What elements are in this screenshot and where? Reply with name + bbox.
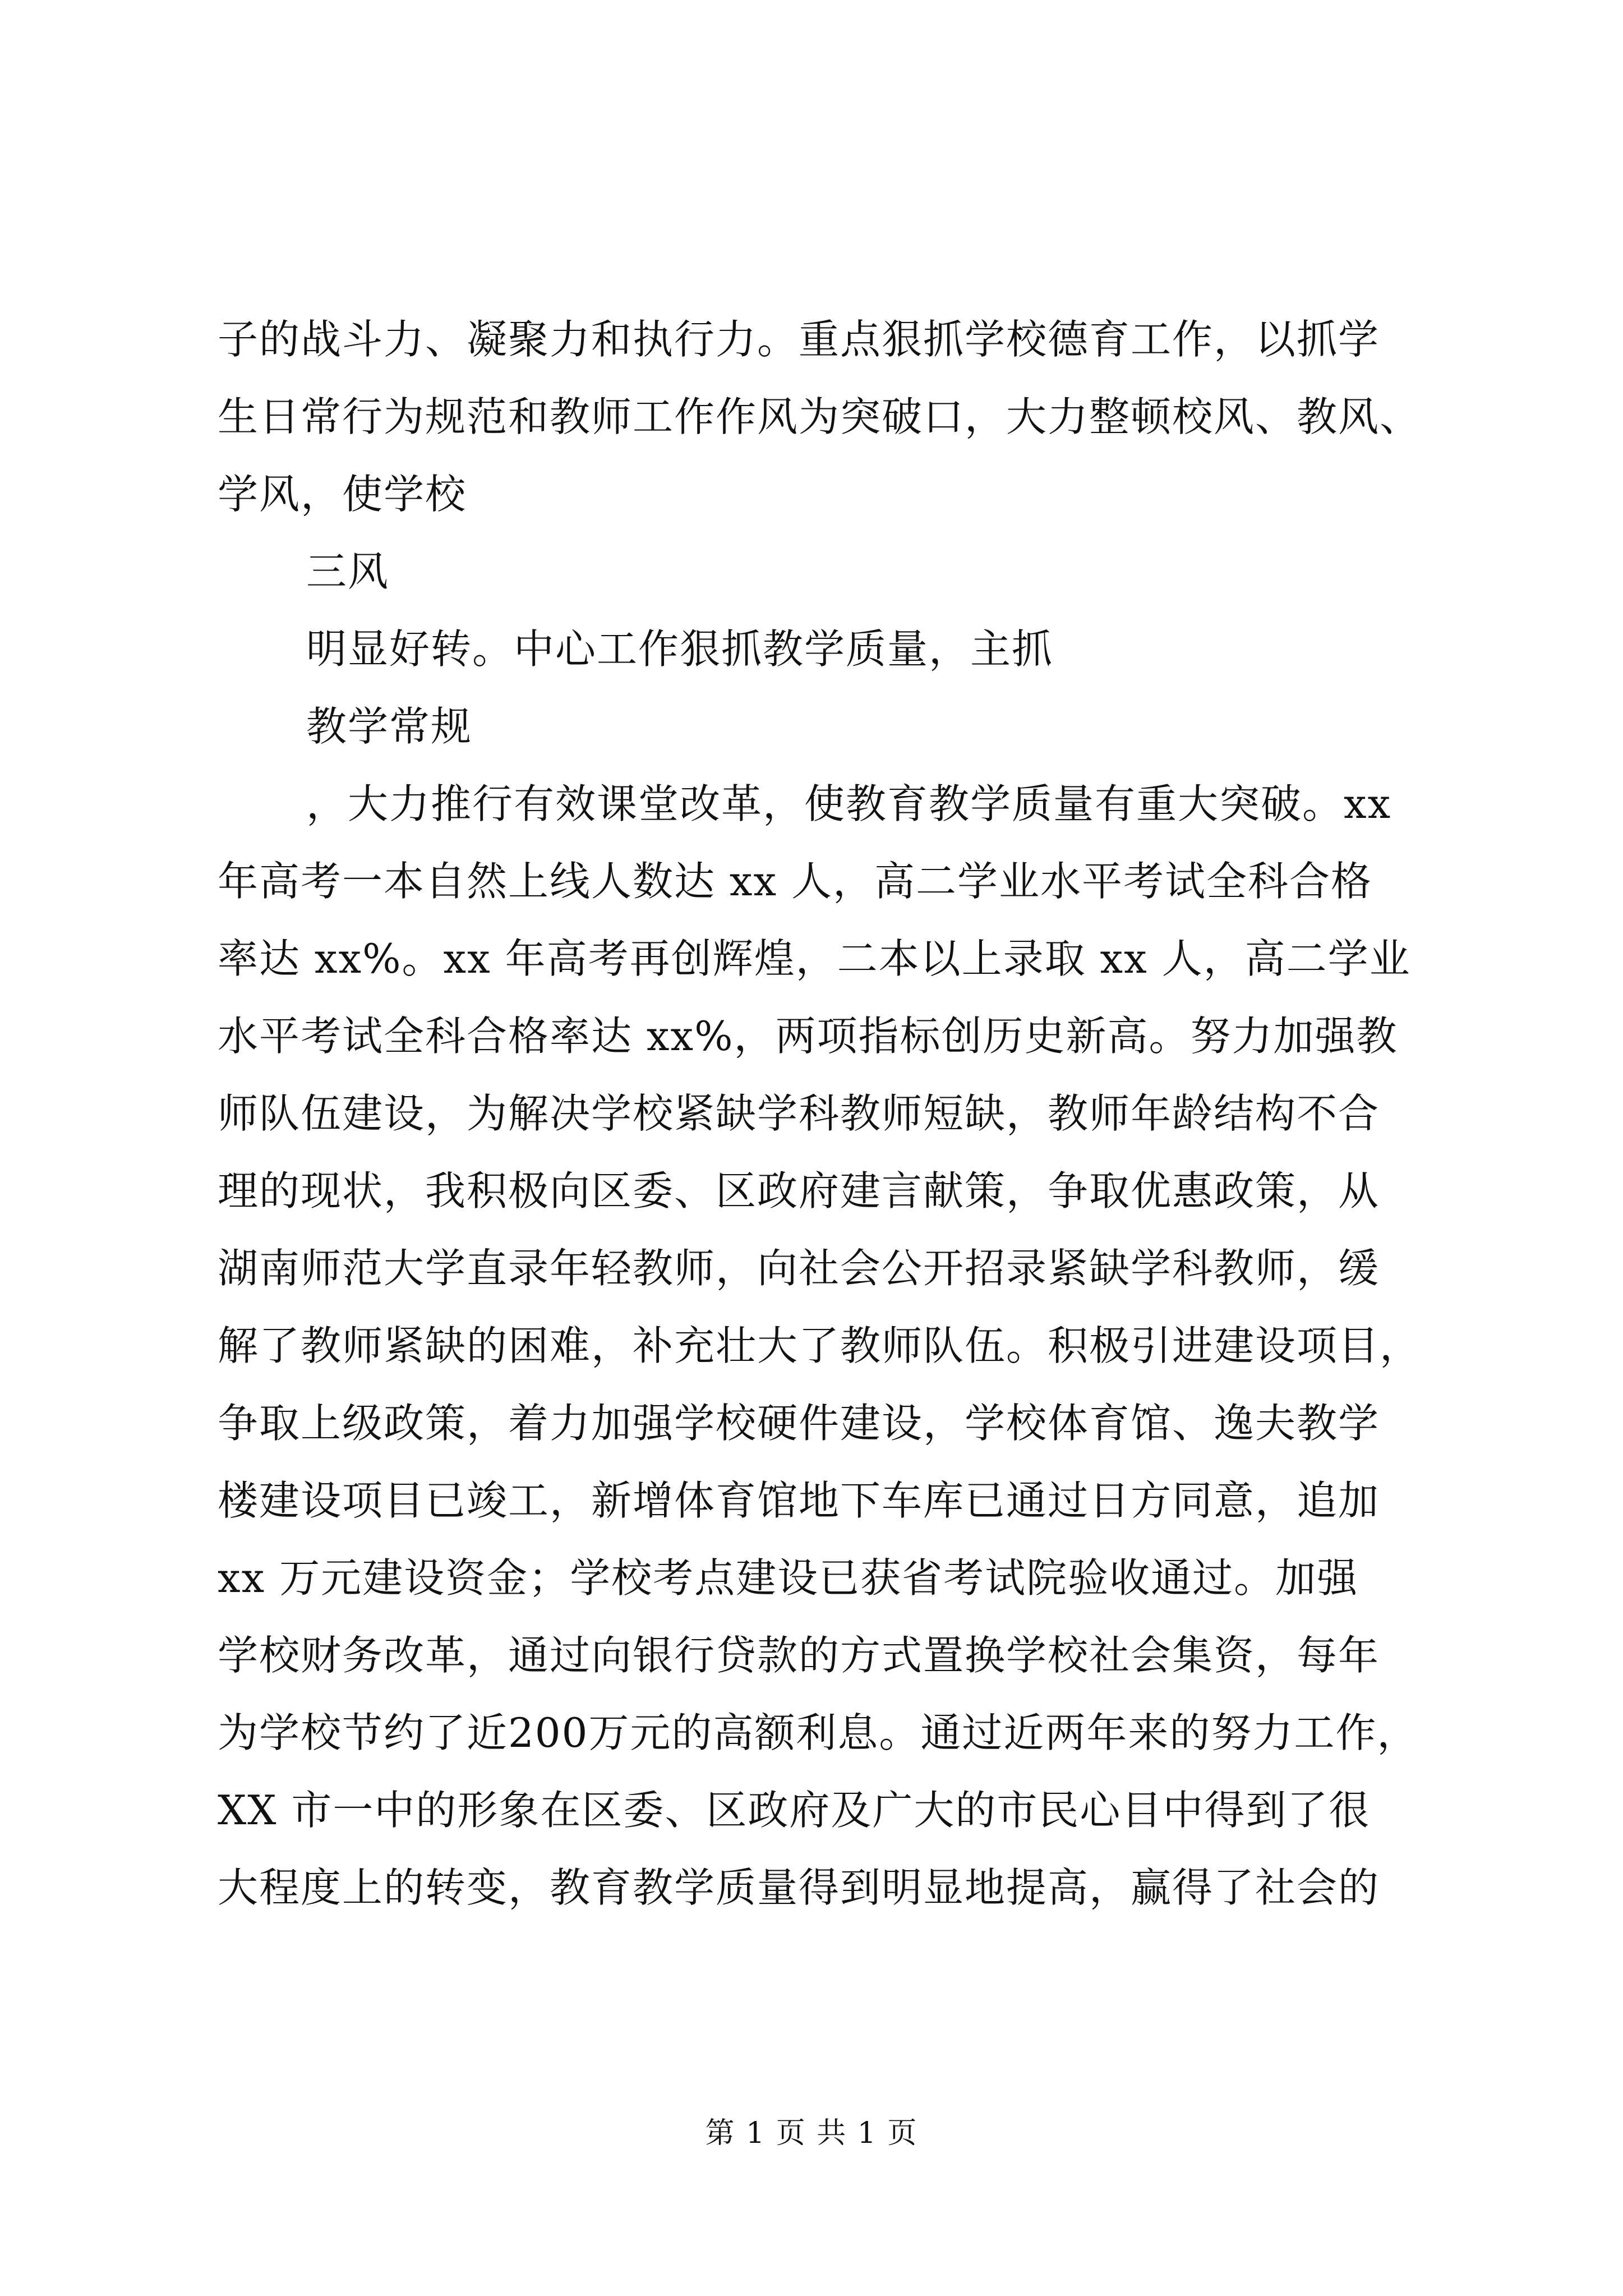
text-line: 争取上级政策，着力加强学校硬件建设，学校体育馆、逸夫教学: [218, 1400, 1380, 1447]
text-line: 水平考试全科合格率达 xx%，两项指标创历史新高。努力加强教: [218, 1013, 1398, 1060]
text-line: 年高考一本自然上线人数达 xx 人，高二学业水平考试全科合格: [218, 858, 1372, 905]
text-line: ，大力推行有效课堂改革，使教育教学质量有重大突破。xx: [306, 780, 1392, 827]
text-line: 为学校节约了近200万元的高额利息。通过近两年来的努力工作，: [218, 1709, 1419, 1756]
text-line: 师队伍建设，为解决学校紧缺学科教师短缺，教师年龄结构不合: [218, 1090, 1380, 1137]
page-footer: [0, 2109, 1623, 2151]
text-line: 学风，使学校: [218, 471, 467, 518]
text-line: 楼建设项目已竣工，新增体育馆地下车库已通过日方同意，追加: [218, 1477, 1380, 1524]
text-line: 子的战斗力、凝聚力和执行力。重点狠抓学校德育工作，以抓学: [218, 316, 1380, 363]
text-line: 明显好转。中心工作狠抓教学质量，主抓: [306, 625, 1054, 673]
text-line: 教学常规: [306, 703, 473, 750]
text-line: 解了教师紧缺的困难，补充壮大了教师队伍。积极引进建设项目，: [218, 1322, 1422, 1369]
text-line: 大程度上的转变，教育教学质量得到明显地提高，赢得了社会的: [218, 1864, 1380, 1911]
text-line: 湖南师范大学直录年轻教师，向社会公开招录紧缺学科教师，缓: [218, 1245, 1380, 1292]
text-line: xx 万元建设资金；学校考点建设已获省考试院验收通过。加强: [218, 1554, 1359, 1602]
text-line: XX 市一中的形象在区委、区政府及广大的市民心目中得到了很: [218, 1787, 1371, 1834]
text-line: 学校财务改革，通过向银行贷款的方式置换学校社会集资，每年: [218, 1632, 1380, 1679]
document-body: [218, 301, 1429, 1926]
text-line: 理的现状，我积极向区委、区政府建言献策，争取优惠政策，从: [218, 1167, 1380, 1214]
text-line: 三风: [306, 548, 390, 595]
text-line: 率达 xx%。xx 年高考再创辉煌，二本以上录取 xx 人，高二学业: [218, 935, 1411, 982]
page-number-label: 第 1 页 共 1 页: [705, 2116, 918, 2150]
text-line: 生日常行为规范和教师工作作风为突破口，大力整顿校风、教风、: [218, 393, 1422, 440]
